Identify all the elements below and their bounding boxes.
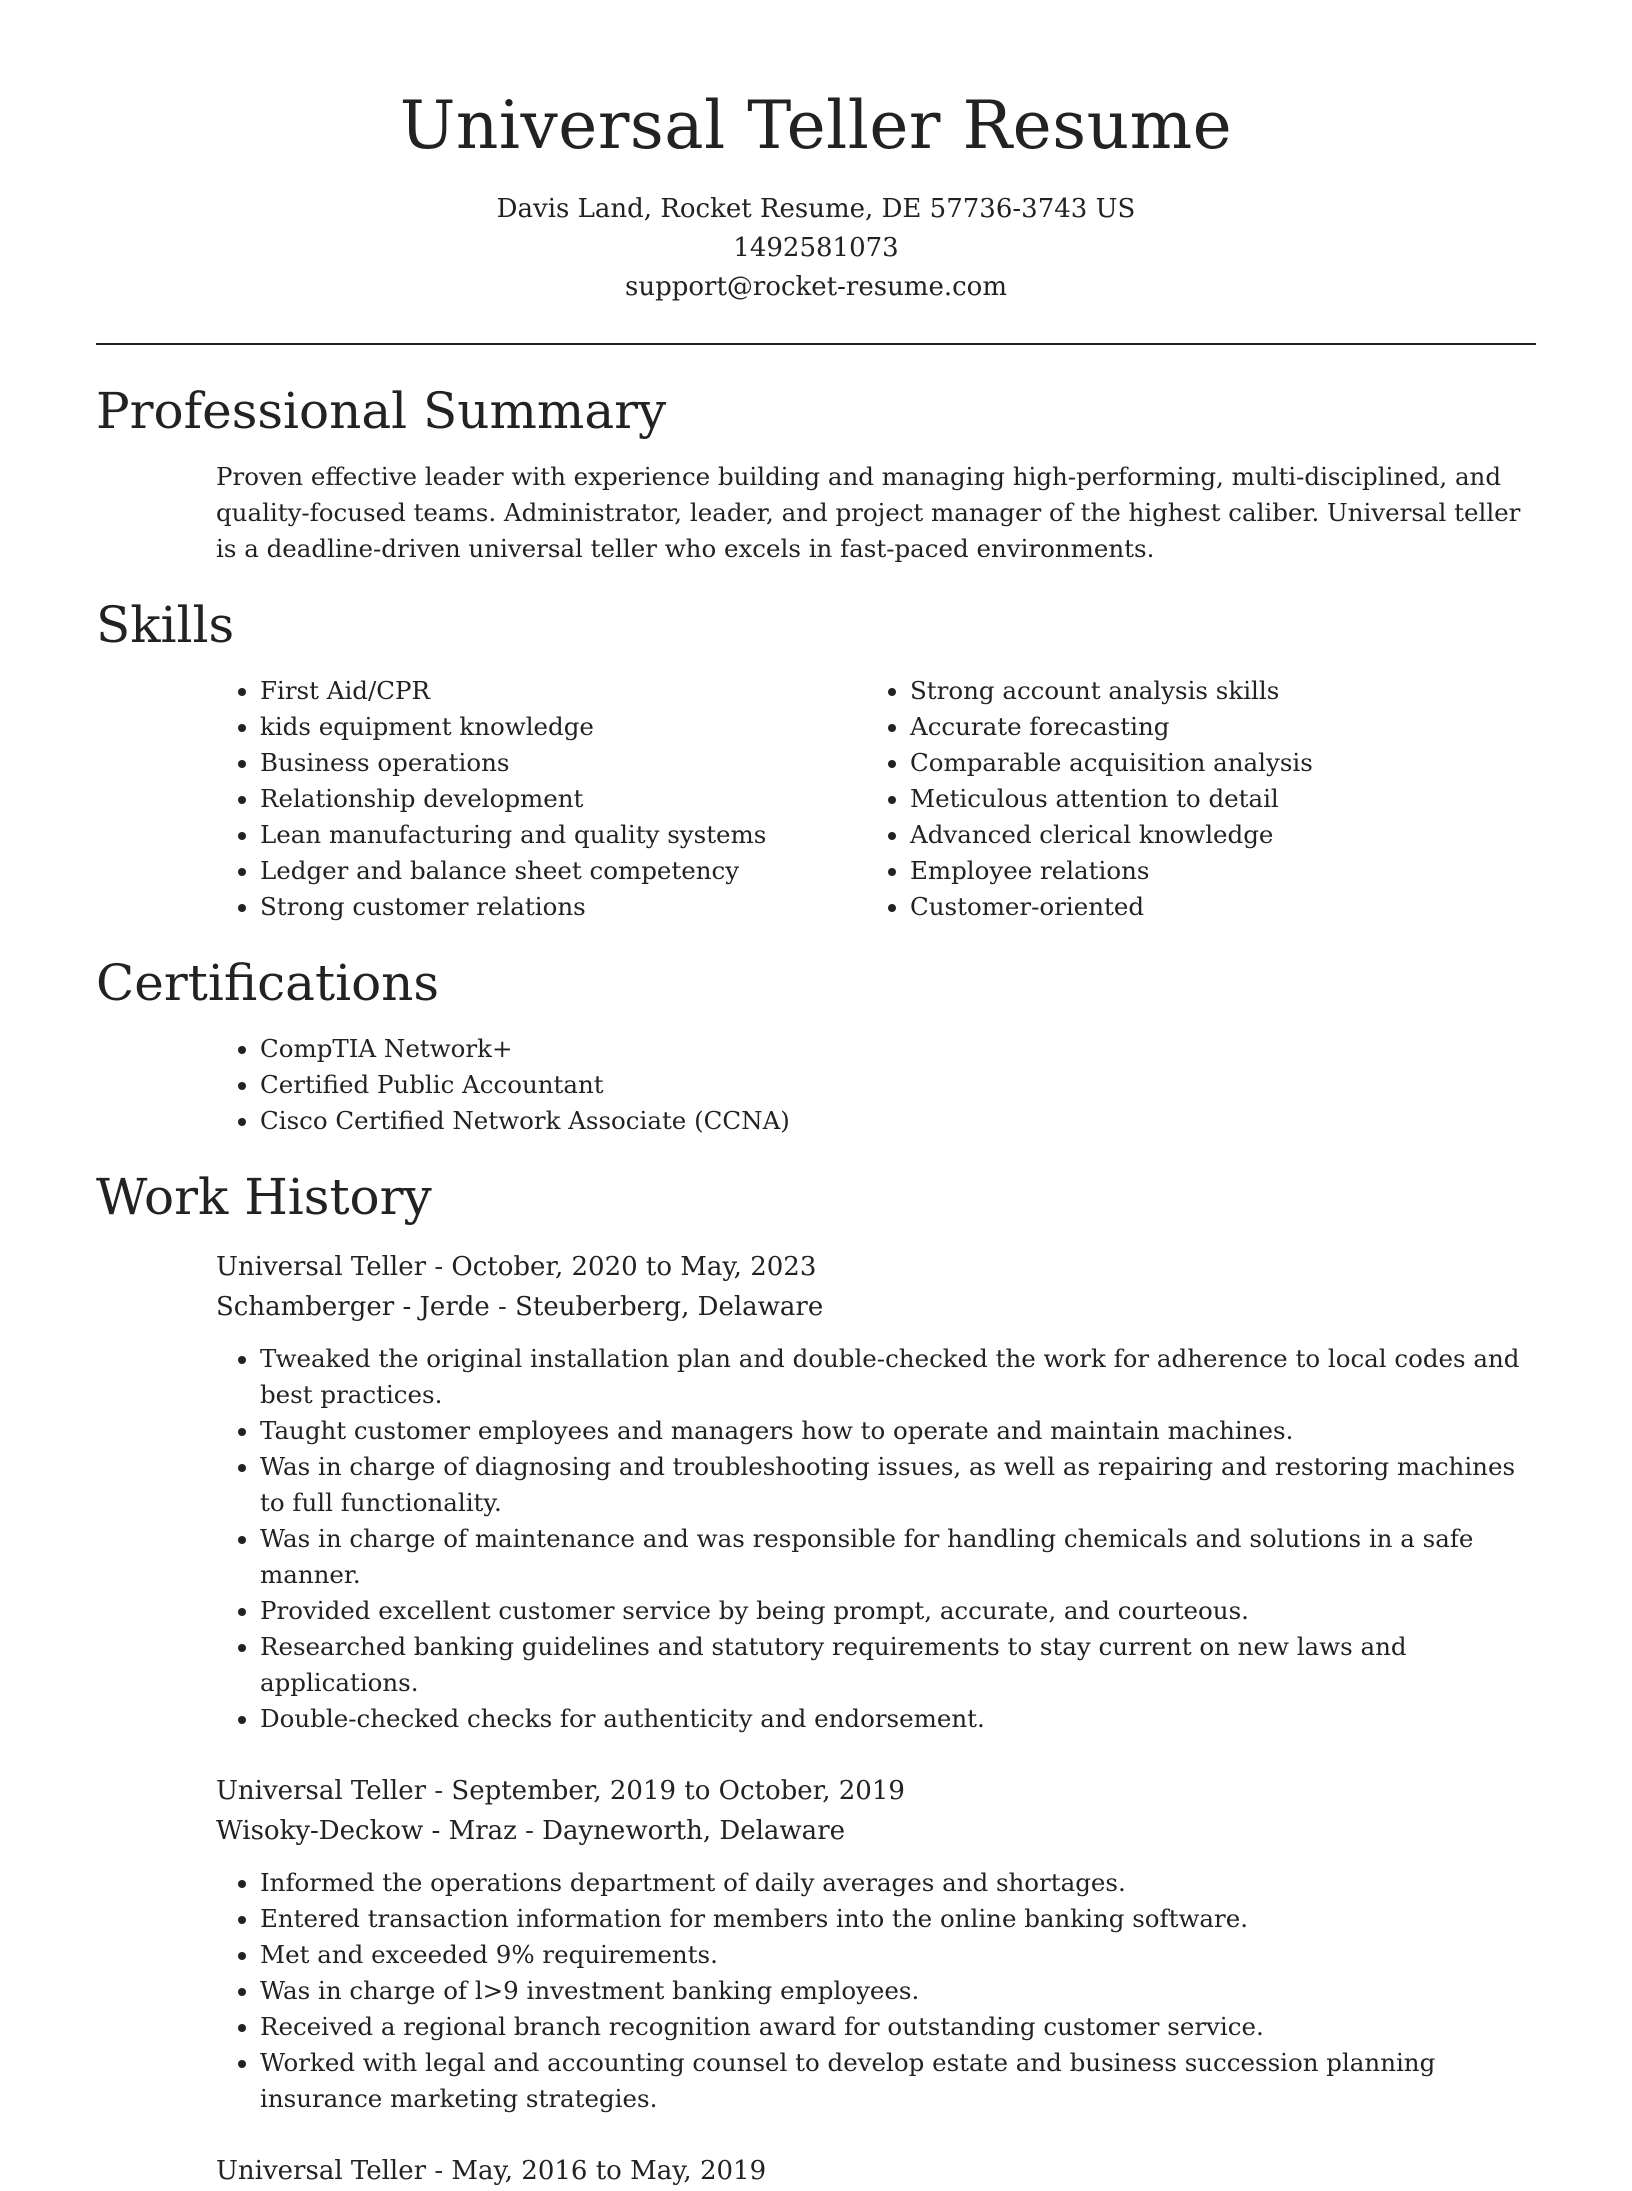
contact-email: support@rocket-resume.com — [624, 272, 1007, 302]
job-duties-list — [216, 1865, 1536, 2117]
skills-grid — [216, 673, 1536, 925]
skill-item: • Employee relations — [910, 853, 1516, 889]
skill-item: • Strong account analysis skills — [910, 673, 1516, 709]
job-title-line — [216, 2151, 1536, 2191]
job-role: Universal Teller — [216, 1252, 427, 1282]
summary-heading: Professional Summary — [96, 382, 667, 440]
certifications-list — [216, 1031, 1536, 1139]
separator: - — [426, 2156, 452, 2186]
job-company-line — [216, 1287, 1536, 1327]
separator: - — [426, 1252, 452, 1282]
skills-list-right — [866, 673, 1516, 925]
contact-address: Davis Land, Rocket Resume, DE 57736-3743 US — [496, 194, 1136, 224]
job-duty: • Tweaked the original installation plan and double-checked the work for adherence to local codes and best practices. — [260, 1341, 1536, 1413]
certification-item: • Certified Public Accountant — [260, 1067, 1536, 1103]
job-duty: • Received a regional branch recognition award for outstanding customer service. — [260, 2009, 1536, 2045]
job-duty: • Was in charge of maintenance and was responsible for handling chemicals and solutions in a safe manner. — [260, 1521, 1536, 1593]
skill-item: • Advanced clerical knowledge — [910, 817, 1516, 853]
separator: - — [426, 1776, 452, 1806]
skill-item: • Customer-oriented — [910, 889, 1516, 925]
job-title-line — [216, 1247, 1536, 1287]
job-location: Steuberberg, Delaware — [515, 1292, 824, 1322]
job-company-line — [216, 1811, 1536, 1851]
job-company: Schamberger - Jerde — [216, 1292, 490, 1322]
certification-item: • Cisco Certified Network Associate (CCNA) — [260, 1103, 1536, 1139]
work-history-heading: Work History — [96, 1168, 432, 1226]
certifications-block — [216, 1031, 1536, 1139]
contact-block — [96, 190, 1536, 307]
job-duty: • Researched banking guidelines and statutory requirements to stay current on new laws and applications. — [260, 1629, 1536, 1701]
job-dates: May, 2016 to May, 2019 — [451, 2156, 767, 2186]
resume-header — [96, 0, 1536, 307]
certification-item: • CompTIA Network+ — [260, 1031, 1536, 1067]
skill-item: • Meticulous attention to detail — [910, 781, 1516, 817]
skill-item: • First Aid/CPR — [260, 673, 866, 709]
job-entry — [216, 1771, 1536, 2117]
separator: - — [489, 1292, 516, 1322]
skill-item: • Strong customer relations — [260, 889, 866, 925]
job-bullets — [216, 1865, 1536, 2117]
job-title-line — [216, 1771, 1536, 1811]
job-entry — [216, 1247, 1536, 1737]
skill-item: • Comparable acquisition analysis — [910, 745, 1516, 781]
job-duty: • Double-checked checks for authenticity and endorsement. — [260, 1701, 1536, 1737]
job-location: Dayneworth, Delaware — [542, 1816, 846, 1846]
job-duty: • Informed the operations department of daily averages and shortages. — [260, 1865, 1536, 1901]
skills-list-left — [216, 673, 866, 925]
summary-text: Proven effective leader with experience building and managing high-performing, multi-disciplined, and quality-focused teams. Administrator, leader, and project manager of the highest caliber. Universal teller is a deadline-driven universal teller who excels in fast-paced environments. — [216, 462, 1521, 563]
job-duty: • Was in charge of diagnosing and troubleshooting issues, as well as repairing and restoring machines to full functionality. — [260, 1449, 1536, 1521]
job-role: Universal Teller — [216, 2156, 427, 2186]
skill-item: • Relationship development — [260, 781, 866, 817]
contact-phone: 1492581073 — [733, 233, 899, 263]
job-duties-list — [216, 1341, 1536, 1737]
job-bullets — [216, 1341, 1536, 1737]
job-dates: October, 2020 to May, 2023 — [451, 1252, 817, 1282]
job-duty: • Met and exceeded 9% requirements. — [260, 1937, 1536, 1973]
job-duty: • Was in charge of l>9 investment banking employees. — [260, 1973, 1536, 2009]
job-dates: September, 2019 to October, 2019 — [451, 1776, 905, 1806]
job-duty: • Worked with legal and accounting counsel to develop estate and business succession planning insurance marketing strategies. — [260, 2045, 1536, 2117]
certifications-heading: Certifications — [96, 954, 440, 1012]
job-duty: • Taught customer employees and managers how to operate and maintain machines. — [260, 1413, 1536, 1449]
job-duty: • Entered transaction information for members into the online banking software. — [260, 1901, 1536, 1937]
header-divider — [96, 343, 1536, 345]
resume-page — [96, 0, 1536, 2191]
separator: - — [516, 1816, 543, 1846]
job-role: Universal Teller — [216, 1776, 427, 1806]
job-entry — [216, 2151, 1536, 2191]
skill-item: • Business operations — [260, 745, 866, 781]
job-duty: • Provided excellent customer service by being prompt, accurate, and courteous. — [260, 1593, 1536, 1629]
skills-column-right — [866, 673, 1516, 925]
skill-item: • Ledger and balance sheet competency — [260, 853, 866, 889]
skill-item: • Lean manufacturing and quality systems — [260, 817, 866, 853]
job-company: Wisoky-Deckow - Mraz — [216, 1816, 517, 1846]
skill-item: • Accurate forecasting — [910, 709, 1516, 745]
skills-column-left — [216, 673, 866, 925]
skill-item: • kids equipment knowledge — [260, 709, 866, 745]
skills-heading: Skills — [96, 596, 235, 654]
resume-title: Universal Teller Resume — [399, 87, 1233, 164]
